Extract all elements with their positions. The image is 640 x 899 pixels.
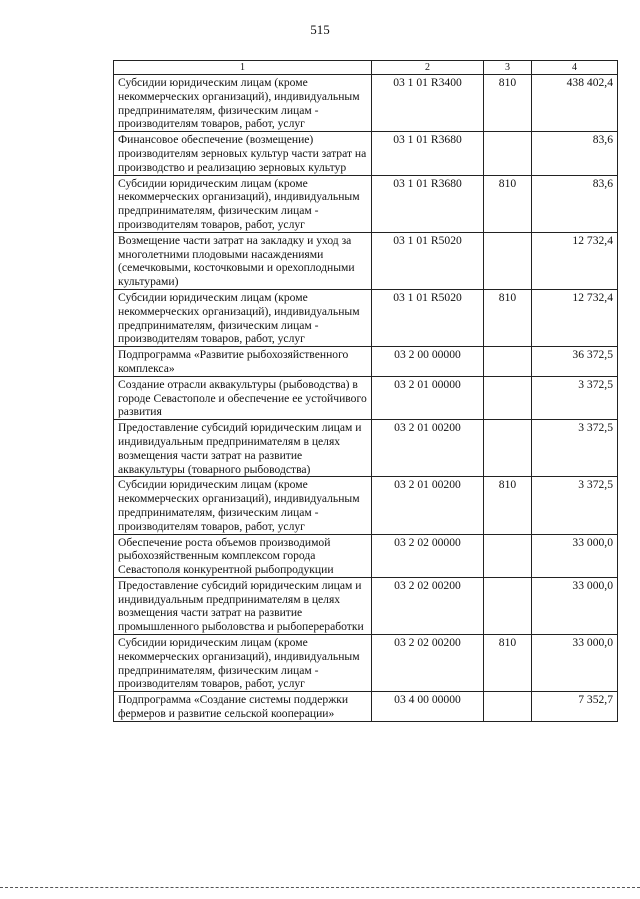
row-name-cell: Финансовое обеспечение (возмещение) производителям зерновых культур части затрат на производство и реализацию зерновых культур [114,132,372,175]
row-type-cell [484,376,532,419]
row-name-cell: Создание отрасли аквакультуры (рыбоводства) в городе Севастополе и обеспечение ее устойчивого развития [114,376,372,419]
page-bottom-divider [0,887,640,888]
column-header-sum: 4 [532,61,618,75]
row-sum-cell: 83,6 [532,132,618,175]
table-row [114,347,618,377]
table-body [114,75,618,722]
row-name-cell: Подпрограмма «Развитие рыбохозяйственного комплекса» [114,347,372,377]
row-sum-cell: 33 000,0 [532,635,618,692]
row-sum-cell: 438 402,4 [532,75,618,132]
row-code-cell: 03 1 01 R5020 [372,289,484,346]
row-name-cell: Предоставление субсидий юридическим лицам и индивидуальным предпринимателям в целях возмещения части затрат на развитие аквакультуры (товарного рыбоводства) [114,420,372,477]
table-row [114,75,618,132]
row-name-cell: Субсидии юридическим лицам (кроме некоммерческих организаций), индивидуальным предпринимателям, физическим лицам - производителям товаров, работ, услуг [114,289,372,346]
row-type-cell [484,232,532,289]
budget-table [113,60,618,722]
table-row [114,232,618,289]
row-sum-cell: 36 372,5 [532,347,618,377]
row-sum-cell: 83,6 [532,175,618,232]
row-name-cell: Субсидии юридическим лицам (кроме некоммерческих организаций), индивидуальным предпринимателям, физическим лицам - производителям товаров, работ, услуг [114,635,372,692]
row-name-cell: Субсидии юридическим лицам (кроме некоммерческих организаций), индивидуальным предпринимателям, физическим лицам - производителям товаров, работ, услуг [114,75,372,132]
column-header-code: 2 [372,61,484,75]
row-type-cell [484,692,532,722]
row-type-cell: 810 [484,75,532,132]
row-type-cell [484,420,532,477]
row-sum-cell: 33 000,0 [532,534,618,577]
row-type-cell [484,534,532,577]
table-row [114,692,618,722]
table-row [114,577,618,634]
table-row [114,635,618,692]
row-type-cell: 810 [484,289,532,346]
row-name-cell: Возмещение части затрат на закладку и уход за многолетними плодовыми насаждениями (семечковыми, косточковыми и орехоплодными культурами) [114,232,372,289]
row-name-cell: Обеспечение роста объемов производимой рыбохозяйственным комплексом города Севастополя конкурентной рыбопродукции [114,534,372,577]
row-name-cell: Субсидии юридическим лицам (кроме некоммерческих организаций), индивидуальным предпринимателям, физическим лицам - производителям товаров, работ, услуг [114,175,372,232]
row-code-cell: 03 2 02 00000 [372,534,484,577]
table-row [114,175,618,232]
row-sum-cell: 7 352,7 [532,692,618,722]
table-row [114,376,618,419]
row-sum-cell: 12 732,4 [532,289,618,346]
row-code-cell: 03 1 01 R3680 [372,175,484,232]
column-header-name: 1 [114,61,372,75]
row-type-cell [484,132,532,175]
row-code-cell: 03 2 01 00200 [372,420,484,477]
row-type-cell: 810 [484,635,532,692]
table-row [114,420,618,477]
row-sum-cell: 3 372,5 [532,376,618,419]
table-row [114,534,618,577]
row-name-cell: Подпрограмма «Создание системы поддержки фермеров и развитие сельской кооперации» [114,692,372,722]
row-sum-cell: 33 000,0 [532,577,618,634]
row-sum-cell: 3 372,5 [532,477,618,534]
table-header-row [114,61,618,75]
row-code-cell: 03 2 01 00200 [372,477,484,534]
row-code-cell: 03 2 01 00000 [372,376,484,419]
table-row [114,132,618,175]
row-type-cell [484,577,532,634]
column-header-type: 3 [484,61,532,75]
row-type-cell [484,347,532,377]
table-row [114,289,618,346]
row-code-cell: 03 1 01 R3680 [372,132,484,175]
row-sum-cell: 12 732,4 [532,232,618,289]
page-number: 515 [310,22,330,37]
table-row [114,477,618,534]
row-code-cell: 03 4 00 00000 [372,692,484,722]
row-code-cell: 03 2 00 00000 [372,347,484,377]
row-code-cell: 03 2 02 00200 [372,577,484,634]
row-name-cell: Субсидии юридическим лицам (кроме некоммерческих организаций), индивидуальным предпринимателям, физическим лицам - производителям товаров, работ, услуг [114,477,372,534]
row-code-cell: 03 1 01 R3400 [372,75,484,132]
row-code-cell: 03 1 01 R5020 [372,232,484,289]
row-type-cell: 810 [484,477,532,534]
row-sum-cell: 3 372,5 [532,420,618,477]
row-type-cell: 810 [484,175,532,232]
row-code-cell: 03 2 02 00200 [372,635,484,692]
row-name-cell: Предоставление субсидий юридическим лицам и индивидуальным предпринимателям в целях возмещения части затрат на развитие промышленного рыболовства и рыбопереработки [114,577,372,634]
